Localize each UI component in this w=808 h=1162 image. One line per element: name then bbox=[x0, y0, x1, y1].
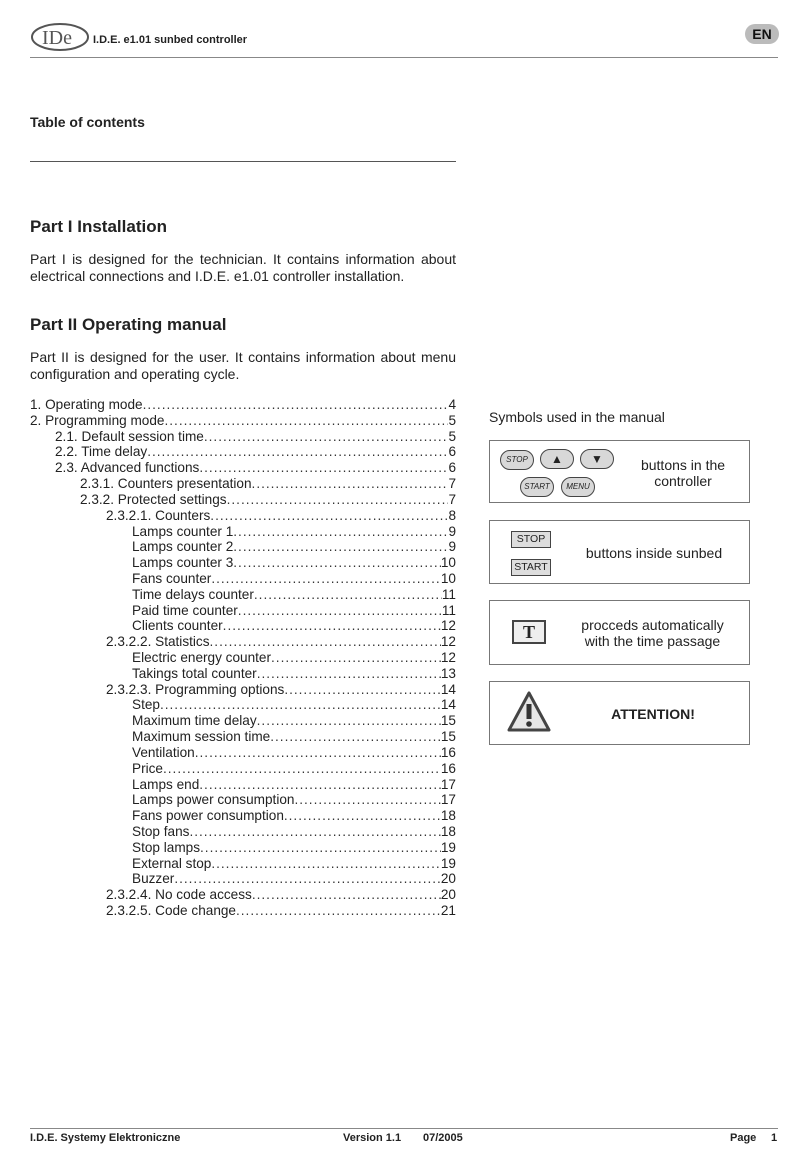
toc-entry-label: Ventilation bbox=[132, 744, 195, 760]
header-divider bbox=[30, 57, 778, 58]
logo-text: IDe bbox=[42, 27, 72, 49]
toc-entry-page: 12 bbox=[440, 650, 456, 665]
toc-entry-page: 18 bbox=[440, 808, 456, 824]
toc-leader-dots bbox=[211, 571, 441, 587]
toc-entry-page: 5 bbox=[448, 428, 456, 444]
toc-entry-page: 8 bbox=[448, 507, 456, 523]
language-badge: EN bbox=[745, 24, 779, 44]
toc-entry bbox=[30, 824, 456, 840]
toc-leader-dots bbox=[199, 460, 448, 476]
footer-date: 07/2005 bbox=[423, 1132, 463, 1144]
toc-entry-label: Fans power consumption bbox=[132, 808, 284, 824]
toc-heading: Table of contents bbox=[30, 114, 145, 130]
symbol-box-attention bbox=[489, 681, 750, 745]
toc-entry bbox=[30, 476, 456, 492]
toc-entry bbox=[30, 460, 456, 476]
toc-leader-dots bbox=[233, 555, 441, 571]
toc-leader-dots bbox=[252, 476, 449, 492]
toc-entry bbox=[30, 729, 456, 745]
controller-buttons-text: buttons in the controller bbox=[640, 457, 726, 489]
toc-entry bbox=[30, 666, 456, 682]
toc-entry bbox=[30, 444, 456, 460]
toc-entry-label: Maximum time delay bbox=[132, 713, 257, 729]
toc-entry-page: 4 bbox=[448, 397, 456, 412]
toc-entry-label: 2. Programming mode bbox=[30, 412, 165, 428]
toc-entry-label: 2.1. Default session time bbox=[55, 428, 204, 444]
toc-entry bbox=[30, 903, 456, 919]
toc-entry bbox=[30, 587, 456, 603]
footer-version: Version 1.1 bbox=[343, 1132, 402, 1144]
toc-entry-label: Step bbox=[132, 697, 160, 713]
toc-entry-page: 17 bbox=[440, 792, 456, 808]
header-title: I.D.E. e1.01 sunbed controller bbox=[93, 34, 248, 46]
toc-entry-label: Lamps power consumption bbox=[132, 792, 295, 808]
part1-section bbox=[30, 217, 167, 237]
toc-entry bbox=[30, 871, 456, 887]
toc-entry bbox=[30, 777, 456, 793]
part2-title: Part II Operating manual bbox=[30, 315, 227, 334]
toc-leader-dots bbox=[254, 587, 442, 603]
toc-entry bbox=[30, 492, 456, 508]
toc-leader-dots bbox=[257, 666, 441, 682]
toc-leader-dots bbox=[189, 824, 440, 840]
sunbed-buttons-text: buttons inside sunbed bbox=[585, 545, 723, 561]
toc-entry bbox=[30, 508, 456, 524]
toc-entry-page: 16 bbox=[440, 744, 456, 760]
toc-leader-dots bbox=[143, 397, 449, 413]
toc-entry bbox=[30, 397, 456, 413]
sunbed-stop-button: STOP bbox=[511, 531, 551, 548]
toc-leader-dots bbox=[210, 508, 448, 524]
controller-up-button bbox=[540, 449, 574, 469]
toc-leader-dots bbox=[174, 871, 441, 887]
toc-entry-page: 7 bbox=[448, 476, 456, 492]
toc-entry-label: Paid time counter bbox=[132, 602, 238, 618]
toc-entry bbox=[30, 571, 456, 587]
symbol-box-auto bbox=[489, 600, 750, 665]
toc-entry-label: 2.3.2.3. Programming options bbox=[106, 681, 285, 697]
part1-title: Part I Installation bbox=[30, 217, 167, 236]
toc-entry-page: 10 bbox=[440, 555, 456, 571]
sunbed-start-button: START bbox=[511, 559, 551, 576]
controller-down-button bbox=[580, 449, 614, 469]
toc-entry-label: Lamps counter 1 bbox=[132, 523, 234, 539]
toc-entry bbox=[30, 792, 456, 808]
part2-text: Part II is designed for the user. It contains information about menu configuration and operating cycle. bbox=[30, 349, 456, 382]
toc-list bbox=[30, 397, 456, 919]
warning-icon bbox=[506, 690, 552, 734]
attention-text: ATTENTION! bbox=[611, 706, 695, 722]
toc-leader-dots bbox=[199, 777, 441, 793]
toc-entry-label: Stop fans bbox=[132, 823, 190, 839]
toc-entry bbox=[30, 634, 456, 650]
toc-entry-label: Time delays counter bbox=[132, 586, 254, 602]
toc-entry-label: Maximum session time bbox=[132, 729, 271, 745]
arrow-up-icon: ▲ bbox=[551, 452, 563, 466]
toc-leader-dots bbox=[195, 745, 441, 761]
toc-entry-page: 11 bbox=[441, 602, 456, 618]
toc-leader-dots bbox=[200, 840, 441, 856]
ide-logo-icon bbox=[30, 22, 90, 52]
toc-entry bbox=[30, 429, 456, 445]
toc-entry-page: 17 bbox=[440, 776, 456, 792]
toc-entry-label: Fans counter bbox=[132, 570, 212, 586]
toc-entry-label: Lamps counter 3 bbox=[132, 555, 234, 571]
part1-text: Part I is designed for the technician. It contains information about electrical connections and I.D.E. e1.01 controller installation. bbox=[30, 251, 456, 284]
toc-entry-label: Takings total counter bbox=[132, 665, 257, 681]
toc-entry-page: 5 bbox=[448, 412, 456, 428]
toc-leader-dots bbox=[160, 697, 441, 713]
toc-entry-label: Lamps counter 2 bbox=[132, 539, 234, 555]
toc-entry-label: Buzzer bbox=[132, 871, 175, 887]
symbol-box-controller bbox=[489, 440, 750, 503]
toc-entry-page: 20 bbox=[440, 871, 456, 887]
toc-entry-page: 14 bbox=[440, 697, 456, 713]
toc-leader-dots bbox=[211, 856, 441, 872]
toc-entry bbox=[30, 618, 456, 634]
toc-entry-page: 10 bbox=[440, 570, 456, 586]
toc-entry bbox=[30, 713, 456, 729]
controller-start-button: START bbox=[520, 477, 554, 497]
toc-entry-page: 19 bbox=[440, 855, 456, 871]
toc-entry-label: Electric energy counter bbox=[132, 650, 272, 665]
toc-leader-dots bbox=[210, 634, 441, 650]
toc-leader-dots bbox=[236, 903, 441, 919]
toc-leader-dots bbox=[227, 492, 449, 508]
toc-leader-dots bbox=[233, 524, 448, 540]
toc-entry-page: 12 bbox=[440, 618, 456, 634]
toc-entry-label: Stop lamps bbox=[132, 839, 201, 855]
toc-entry-page: 15 bbox=[440, 729, 456, 745]
toc-entry-page: 7 bbox=[448, 491, 456, 507]
toc-leader-dots bbox=[164, 413, 448, 429]
toc-leader-dots bbox=[252, 887, 441, 903]
part2-section bbox=[30, 315, 227, 335]
toc-entry-page: 19 bbox=[440, 839, 456, 855]
toc-leader-dots bbox=[223, 618, 441, 634]
arrow-down-icon: ▼ bbox=[591, 452, 603, 466]
toc-entry-page: 21 bbox=[440, 903, 456, 918]
toc-entry-label: 2.3.2.2. Statistics bbox=[106, 634, 210, 650]
toc-leader-dots bbox=[238, 603, 442, 619]
toc-entry bbox=[30, 697, 456, 713]
toc-leader-dots bbox=[284, 808, 441, 824]
footer-page-number: 1 bbox=[771, 1132, 778, 1144]
toc-entry-label: 2.3.2. Protected settings bbox=[80, 491, 227, 507]
toc-entry-page: 13 bbox=[440, 665, 456, 681]
time-passage-icon: T bbox=[512, 620, 546, 644]
toc-entry bbox=[30, 524, 456, 540]
controller-menu-button: MENU bbox=[561, 477, 595, 497]
toc-entry-page: 6 bbox=[448, 460, 456, 476]
toc-leader-dots bbox=[284, 682, 441, 698]
toc-entry-label: 1. Operating mode bbox=[30, 397, 143, 412]
toc-entry bbox=[30, 539, 456, 555]
toc-entry-page: 14 bbox=[440, 681, 456, 697]
toc-entry-label: Clients counter bbox=[132, 618, 223, 634]
symbols-heading: Symbols used in the manual bbox=[489, 409, 665, 425]
toc-entry-label: Lamps end bbox=[132, 776, 200, 792]
toc-leader-dots bbox=[233, 539, 448, 555]
toc-entry-label: 2.3.2.5. Code change bbox=[106, 903, 236, 918]
toc-entry-label: 2.3.2.1. Counters bbox=[106, 507, 211, 523]
toc-entry-label: 2.3.2.4. No code access bbox=[106, 887, 252, 903]
toc-entry-page: 11 bbox=[441, 586, 456, 602]
toc-entry-label: Price bbox=[132, 760, 163, 776]
toc-entry-page: 9 bbox=[448, 539, 456, 555]
footer-divider bbox=[30, 1128, 778, 1129]
toc-entry-page: 16 bbox=[440, 760, 456, 776]
toc-leader-dots bbox=[270, 729, 441, 745]
toc-entry bbox=[30, 887, 456, 903]
toc-leader-dots bbox=[163, 761, 441, 777]
toc-entry bbox=[30, 761, 456, 777]
toc-entry-page: 6 bbox=[448, 444, 456, 460]
toc-entry bbox=[30, 603, 456, 619]
toc-leader-dots bbox=[147, 444, 448, 460]
toc-entry bbox=[30, 856, 456, 872]
toc-entry bbox=[30, 840, 456, 856]
toc-leader-dots bbox=[204, 429, 449, 445]
toc-entry-page: 12 bbox=[440, 634, 456, 650]
controller-stop-button: STOP bbox=[500, 450, 534, 470]
toc-divider bbox=[30, 161, 456, 162]
toc-leader-dots bbox=[271, 650, 441, 666]
toc-entry-page: 18 bbox=[440, 823, 456, 839]
toc-entry-label: 2.3. Advanced functions bbox=[55, 460, 200, 476]
toc-entry-label: External stop bbox=[132, 855, 212, 871]
toc-entry bbox=[30, 650, 456, 666]
toc-leader-dots bbox=[294, 792, 440, 808]
toc-entry-label: 2.2. Time delay bbox=[55, 444, 148, 460]
symbol-box-sunbed bbox=[489, 520, 750, 584]
toc-entry-page: 15 bbox=[440, 713, 456, 729]
logo bbox=[30, 22, 90, 52]
auto-text: procceds automatically with the time passage bbox=[581, 617, 724, 649]
toc-entry-page: 20 bbox=[440, 887, 456, 903]
toc-entry-page: 9 bbox=[448, 523, 456, 539]
toc-entry bbox=[30, 745, 456, 761]
toc-entry bbox=[30, 682, 456, 698]
toc-entry bbox=[30, 413, 456, 429]
toc-entry bbox=[30, 808, 456, 824]
toc-entry bbox=[30, 555, 456, 571]
toc-entry-label: 2.3.1. Counters presentation bbox=[80, 476, 252, 492]
toc-leader-dots bbox=[257, 713, 441, 729]
footer-page-label: Page bbox=[730, 1132, 757, 1144]
footer-company: I.D.E. Systemy Elektroniczne bbox=[30, 1132, 181, 1144]
